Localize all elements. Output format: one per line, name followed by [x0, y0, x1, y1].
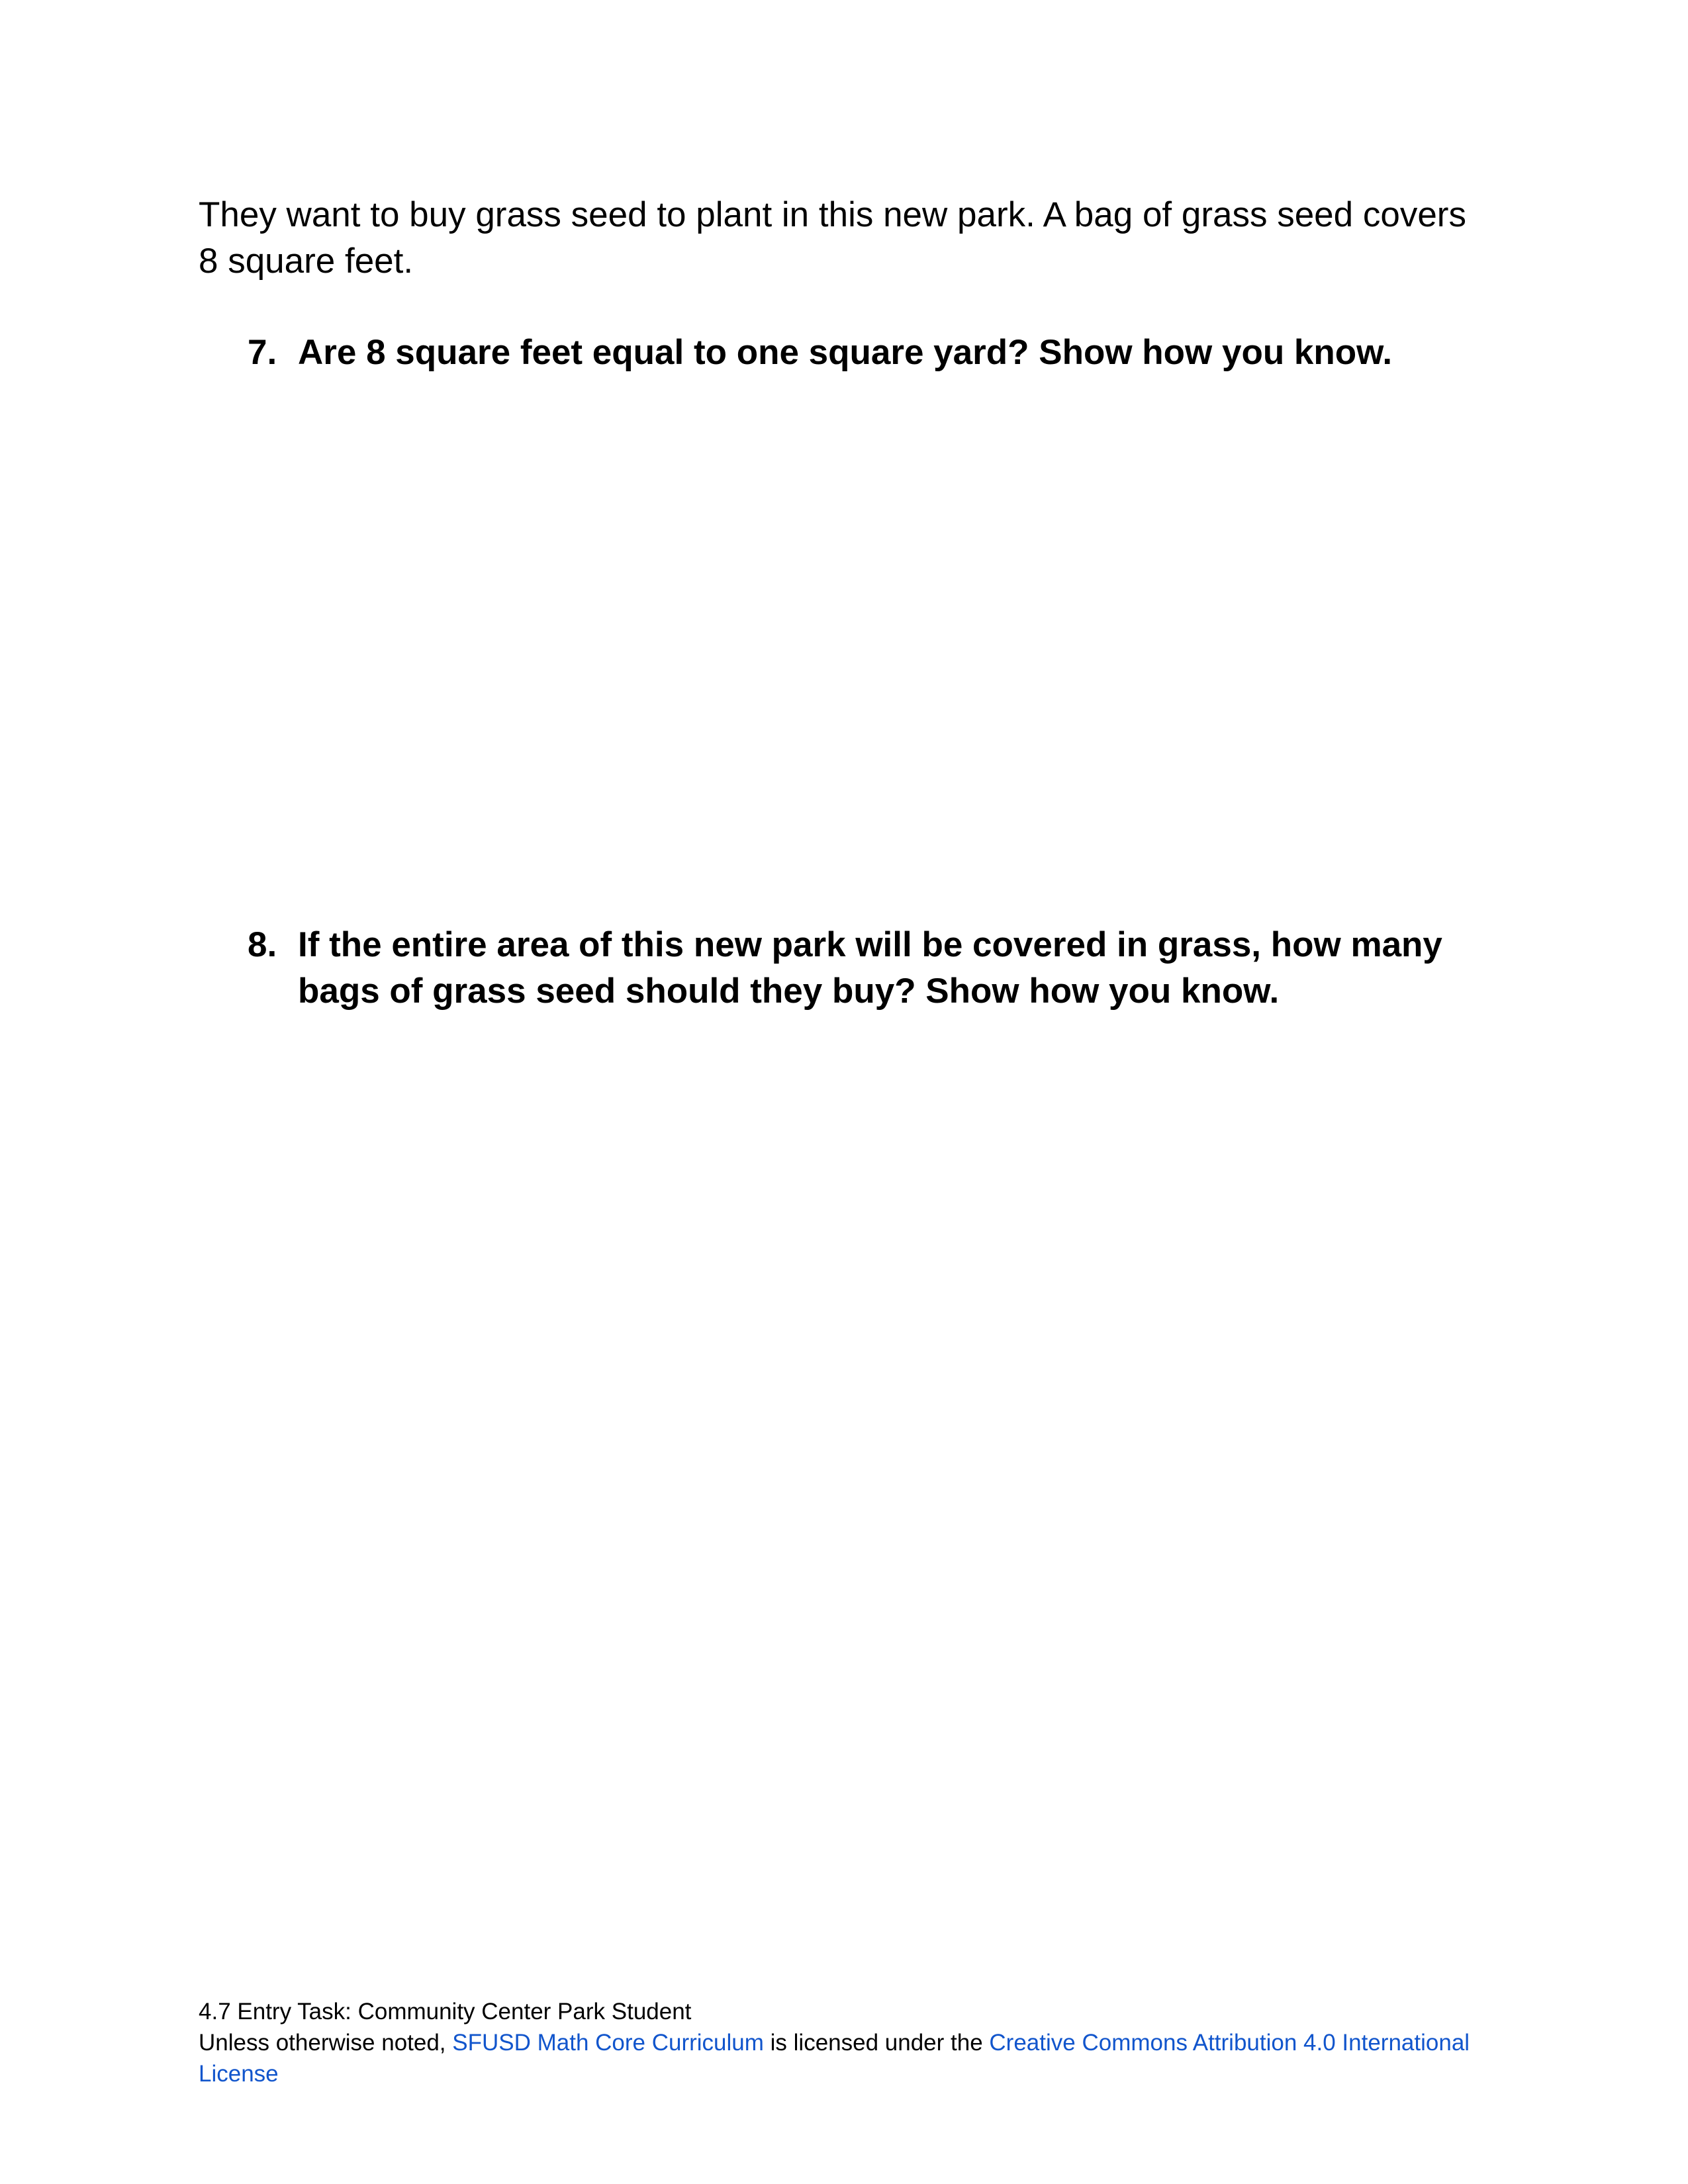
intro-paragraph: They want to buy grass seed to plant in this new park. A bag of grass seed covers 8 square feet.: [199, 195, 1466, 281]
question-text: Are 8 square feet equal to one square yard? Show how you know.: [298, 333, 1393, 372]
page-footer: [199, 1996, 1489, 2089]
license-line: [199, 2027, 1489, 2089]
license-link[interactable]: Creative Commons Attribution 4.0 International License: [199, 2030, 1470, 2087]
license-middle: is licensed under the: [763, 2030, 990, 2056]
curriculum-link[interactable]: SFUSD Math Core Curriculum: [452, 2030, 764, 2056]
license-prefix: Unless otherwise noted,: [199, 2030, 453, 2056]
question-text: If the entire area of this new park will be covered in grass, how many bags of grass seed should they buy? Show how you know.: [298, 925, 1442, 1011]
question-7: [248, 330, 1479, 376]
question-8: [248, 922, 1479, 1015]
footer-title: 4.7 Entry Task: Community Center Park Student: [199, 1999, 692, 2025]
question-number: 8.: [248, 925, 277, 964]
question-number: 7.: [248, 333, 277, 372]
